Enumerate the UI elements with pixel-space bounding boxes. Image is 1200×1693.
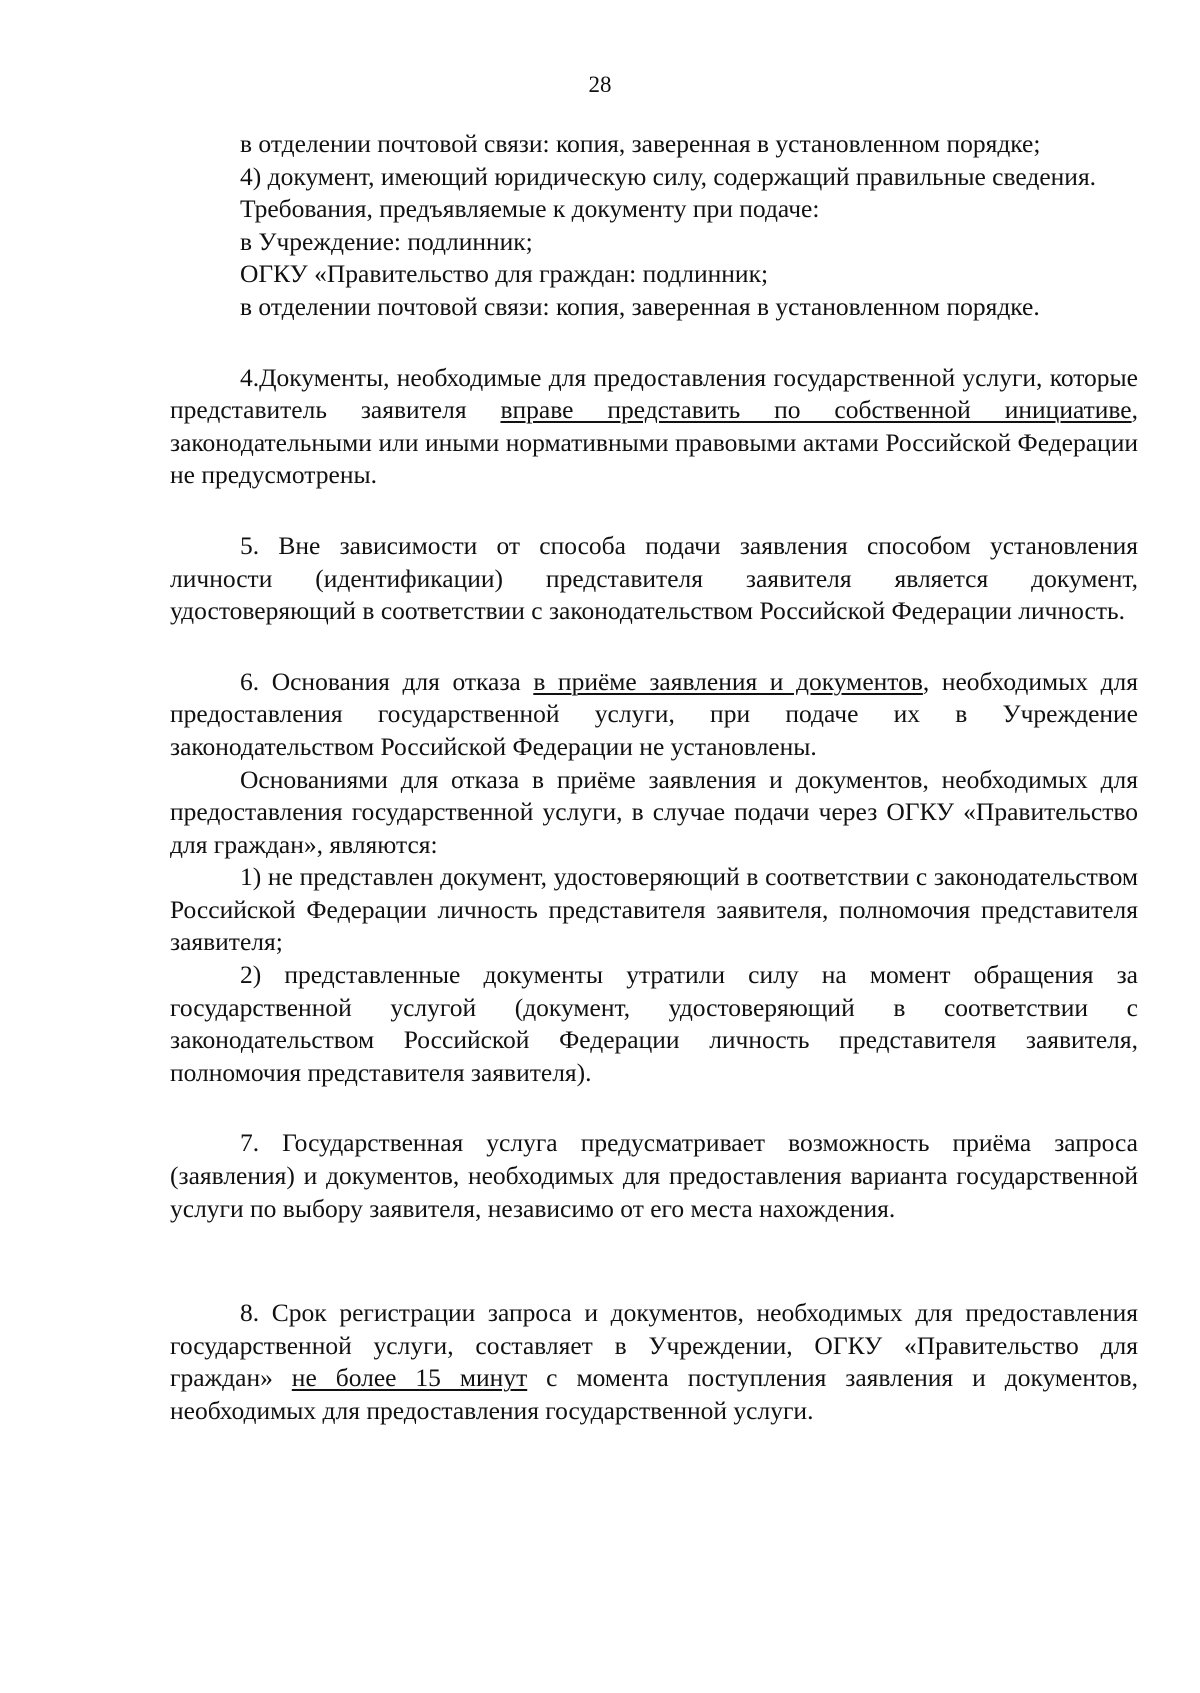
section-5-paragraph: 5. Вне зависимости от способа подачи заявления способом установления личности (идентификации) представителя заявителя является документ, удостоверяющий в соответствии с законодательством Российской Федерации личность. [170,530,1138,626]
paragraph-item-4: 4) документ, имеющий юридическую силу, содержащий правильные сведения. [240,161,1097,191]
section-8-paragraph [170,1297,1138,1427]
section-8-underlined-text: не более 15 минут [291,1363,528,1393]
paragraph-ogku-original: ОГКУ «Правительство для граждан: подлинник; [240,259,769,289]
section-7-paragraph: 7. Государственная услуга предусматривает возможность приёма запроса (заявления) и документов, необходимых для предоставления варианта государственной услуги по выбору заявителя, независимо от его места нахождения. [170,1128,1138,1223]
paragraph-postal-copy-2: в отделении почтовой связи: копия, заверенная в установленном порядке. [240,291,1040,321]
page-number: 28 [588,72,612,97]
paragraph-requirements-heading: Требования, предъявляемые к документу при подаче: [240,194,820,224]
paragraph-institution-original: в Учреждение: подлинник; [240,226,533,256]
section-6-paragraph [170,666,1138,764]
section-4-text-before: 4.Документы, необходимые для предоставления государственной услуги, которые представитель заявителя [170,362,1138,425]
section-6-text-before: 6. Основания для отказа [240,666,534,696]
section-6-grounds-paragraph: Основаниями для отказа в приёме заявления и документов, необходимых для предоставления государственной услуги, в случае подачи через ОГКУ «Правительство для граждан», являются: [170,764,1138,859]
section-4-paragraph [170,362,1138,492]
section-8-text-before: 8. Срок регистрации запроса и документов, необходимых для предоставления государственной услуги, составляет в Учреждении, ОГКУ «Правительство для граждан» [170,1298,1138,1393]
section-6-text-after: , необходимых для предоставления государственной услуги, при подаче их в Учреждение законодательством Российской Федерации не установлены. [170,666,1138,761]
section-4-text-after: , законодательными или иными нормативными правовыми актами Российской Федерации не предусмотрены. [170,395,1138,490]
section-4-underlined-text: вправе представить по собственной инициативе [500,395,1132,425]
section-6-item-1: 1) не представлен документ, удостоверяющий в соответствии с законодательством Российской Федерации личность представителя заявителя, полномочия представителя заявителя; [170,862,1138,957]
section-6-underlined-text: в приёме заявления и документов [533,666,923,696]
paragraph-postal-copy-1: в отделении почтовой связи: копия, заверенная в установленном порядке; [240,129,1041,158]
section-8-text-after: с момента поступления заявления и документов, необходимых для предоставления государственной услуги. [170,1363,1138,1425]
section-6-item-2: 2) представленные документы утратили силу на момент обращения за государственной услугой (документ, удостоверяющий в соответствии с законодательством Российской Федерации личность представителя заявителя, полномочия представителя заявителя). [170,960,1138,1087]
document-body [170,128,1138,1428]
